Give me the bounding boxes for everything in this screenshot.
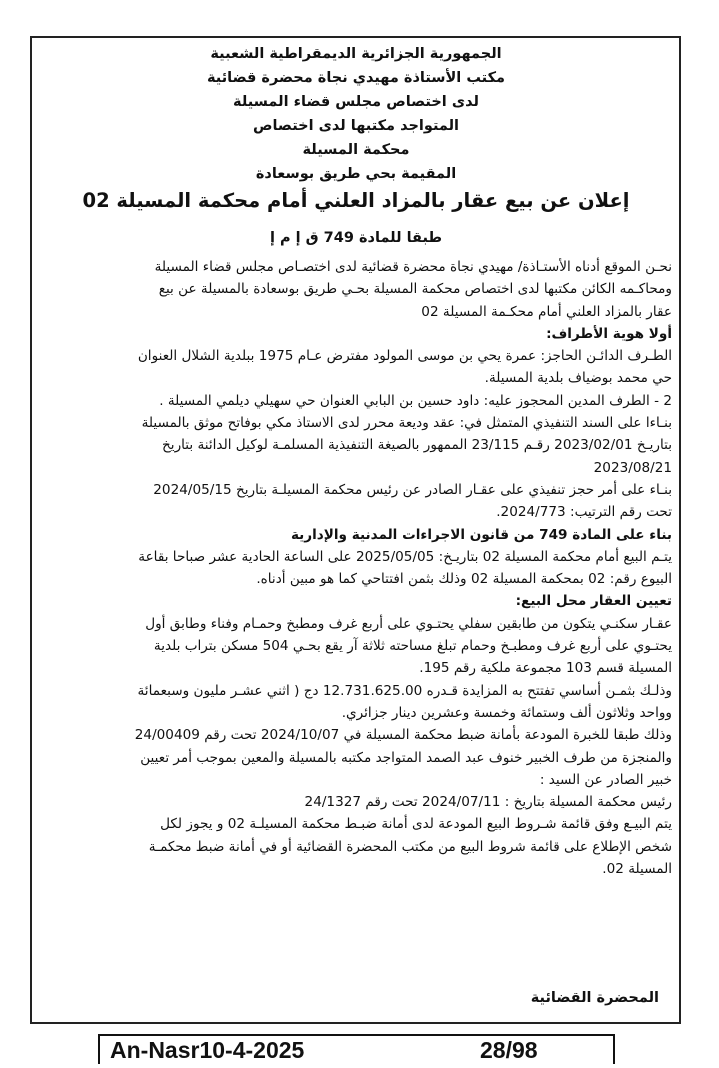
header-line: المقيمة بحي طريق بوسعادة [255, 166, 457, 182]
body-line: شخص الإطلاع على قائمة شروط البيع من مكتب المحضرة القضائية أو في أمانة ضبط محكمـة [148, 838, 672, 855]
body-line: يتـم البيع أمام محكمة المسيلة 02 بتاريـخ: 2025/05/05 على الساعة الحادية عشر صباحا بقاعة [138, 548, 672, 565]
body-line: بنـاء على أمر حجز تنفيذي على عقـار الصادر عن رئيس محكمة المسيلـة بتاريخ 2024/05/15 [153, 481, 672, 498]
body-line: عقـار سكنـي يتكون من طابقين سفلي يحتـوي على أربع غرف ومطبخ وحمـام وفناء وطابق أول [145, 615, 672, 632]
body-line: المسيلة قسم 103 مجموعة ملكية رقم 195. [419, 660, 672, 677]
body-line: 2023/08/21 [593, 459, 672, 476]
body-line: يحتـوي على أربع غرف ومطبـخ وحمام تبلغ مساحته ثلاثة آر يقع بحـي 504 مسكن بتراب بلدية [153, 638, 672, 655]
body-line: عقار بالمزاد العلني أمام محكـمة المسيلة 02 [421, 303, 672, 320]
header-line: الجمهورية الجزائرية الديمقراطية الشعبية [210, 46, 502, 62]
body-line: والمنجزة من طرف الخبير خنوف عبد الصمد المتواجد مكتبه بالمسيلة والمعين بموجب أمر تعيين [140, 749, 672, 766]
notice-content [40, 42, 672, 880]
body-line: بنـاءا على السند التنفيذي المتمثل في: عقد وديعة محرر لدى الاستاذ مكي بوفاتح موثق بالمسيلة [141, 415, 672, 432]
body-line: نحـن الموقع أدناه الأستـاذة/ مهيدي نجاة محضرة قضائية لدى اختصـاص مجلس قضاء المسيلة [154, 259, 672, 275]
section-heading: أولا هوية الأطراف: [546, 325, 672, 342]
header-line: المتواجد مكتبها لدى اختصاص [252, 118, 460, 134]
notice-subtitle: طبقا للمادة 749 ق إ م إ [269, 230, 443, 246]
body-line: خبير الصادر عن السيد : [539, 771, 672, 788]
issue-date: An-Nasr10-4-2025 [110, 1037, 305, 1063]
body-line: وذلك طبقا للخبرة المودعة بأمانة ضبط محكمة المسيلة في 2024/10/07 تحت رقم 24/00409 [134, 727, 672, 744]
body-line: المسيلة 02. [602, 861, 672, 878]
body-line: بناء على المادة 749 من قانون الاجراءات المدنية والإدارية [290, 526, 672, 543]
body-line: تحت رقم الترتيب: 2024/773. [496, 504, 672, 521]
header-line: مكتب الأستاذة مهيدي نجاة محضرة قضائية [206, 70, 506, 86]
notice-title: إعلان عن بيع عقار بالمزاد العلني أمام محكمة المسيلة 02 [82, 189, 630, 212]
page-number: 28/98 [480, 1037, 538, 1063]
newspaper-footer [98, 1034, 615, 1064]
notice-header [40, 42, 672, 186]
body-line: بتاريـخ 2023/02/01 رقـم 23/115 الممهور بالصيغة التنفيذية المسلمـة لوكيل الدائنة بتاريخ [162, 437, 672, 454]
body-line: 2 - الطرف المدين المحجوز عليه: داود حسين بن البابي العنوان حي سهيلي ديلمي المسيلة . [159, 392, 672, 409]
body-line: حي محمد بوضياف بلدية المسيلة. [484, 370, 672, 387]
signature: المحضرة القضائية [530, 990, 659, 1006]
body-line: وواحد وثلاثون ألف وستمائة وخمسة وعشرين دينار جزائري. [341, 704, 672, 721]
body-line: البيوع رقم: 02 بمحكمة المسيلة 02 وذلك بثمن افتتاحي كما هو مبين أدناه. [256, 571, 672, 588]
header-line: محكمة المسيلة [302, 142, 410, 158]
body-line: رئيس محكمة المسيلة بتاريخ : 2024/07/11 تحت رقم 24/1327 [304, 794, 672, 811]
body-line: وذلـك بثمـن أساسي تفتتح به المزايدة قـدره 12.731.625.00 دج ( اثني عشـر مليون وسبعمائة [137, 682, 672, 699]
section-heading: تعيين العقار محل البيع: [515, 593, 672, 610]
header-line: لدى اختصاص مجلس قضاء المسيلة [233, 94, 479, 110]
body-line: ومحاكـمه الكائن مكتبها لدى اختصاص محكمة المسيلة بحـي طريق بوسعادة بالمسيلة عن بيع [158, 281, 672, 298]
notice-body [40, 256, 672, 880]
body-line: الطـرف الدائـن الحاجز: عمرة يحي بن موسى المولود مفترض عـام 1975 ببلدية الشلال العنوان [137, 348, 672, 365]
body-line: يتم البيـع وفق قائمة شـروط البيع المودعة لدى أمانة ضبـط محكمة المسيلـة 02 و يجوز لكل [160, 816, 672, 833]
